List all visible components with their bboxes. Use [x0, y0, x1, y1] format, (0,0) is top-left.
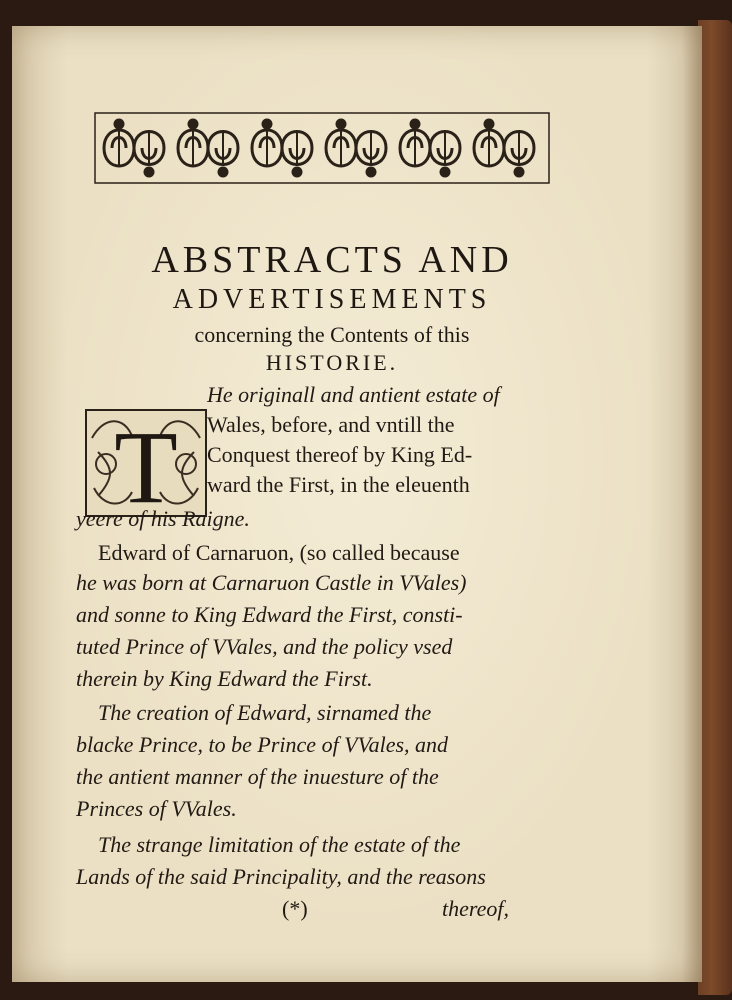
para3-line-2: blacke Prince, to be Prince of VVales, and — [76, 732, 449, 757]
para2-line-5: therein by King Edward the First. — [76, 666, 373, 691]
ornamental-headpiece — [94, 112, 550, 184]
decorated-initial — [84, 408, 208, 518]
para3-line-4: Princes of VVales. — [76, 796, 237, 821]
book-page — [12, 26, 702, 982]
para4-line-2: Lands of the said Principality, and the reasons — [76, 864, 486, 889]
title-line-3: concerning the Contents of this — [194, 322, 470, 347]
para2-line-4: tuted Prince of VVales, and the policy vsed — [76, 634, 453, 659]
catchword: thereof, — [442, 896, 509, 921]
page-shadow — [682, 26, 702, 982]
title-line-2: ADVERTISEMENTS — [172, 284, 492, 315]
para1-line-4: ward the First, in the eleuenth — [207, 472, 470, 497]
para1-line-3: Conquest thereof by King Ed- — [207, 442, 473, 467]
signature-mark: (*) — [282, 896, 308, 921]
para3-line-1: The creation of Edward, sirnamed the — [98, 700, 432, 725]
para2-line-1: Edward of Carnaruon, (so called because — [98, 540, 460, 565]
para1-line-2: Wales, before, and vntill the — [207, 412, 455, 437]
para3-line-3: the antient manner of the inuesture of the — [76, 764, 439, 789]
title-line-4: HISTORIE. — [265, 350, 399, 375]
para4-line-1: The strange limitation of the estate of the — [98, 832, 461, 857]
para1-line-5: yeere of his Raigne. — [76, 506, 250, 531]
para1-line-1: He originall and antient estate of — [207, 382, 500, 407]
title-line-1: ABSTRACTS AND — [151, 239, 513, 281]
para2-line-2: he was born at Carnaruon Castle in VVales) — [76, 570, 467, 595]
para2-line-3: and sonne to King Edward the First, consti- — [76, 602, 463, 627]
book-cover-edge — [698, 20, 732, 995]
initial-letter: T — [114, 410, 178, 518]
